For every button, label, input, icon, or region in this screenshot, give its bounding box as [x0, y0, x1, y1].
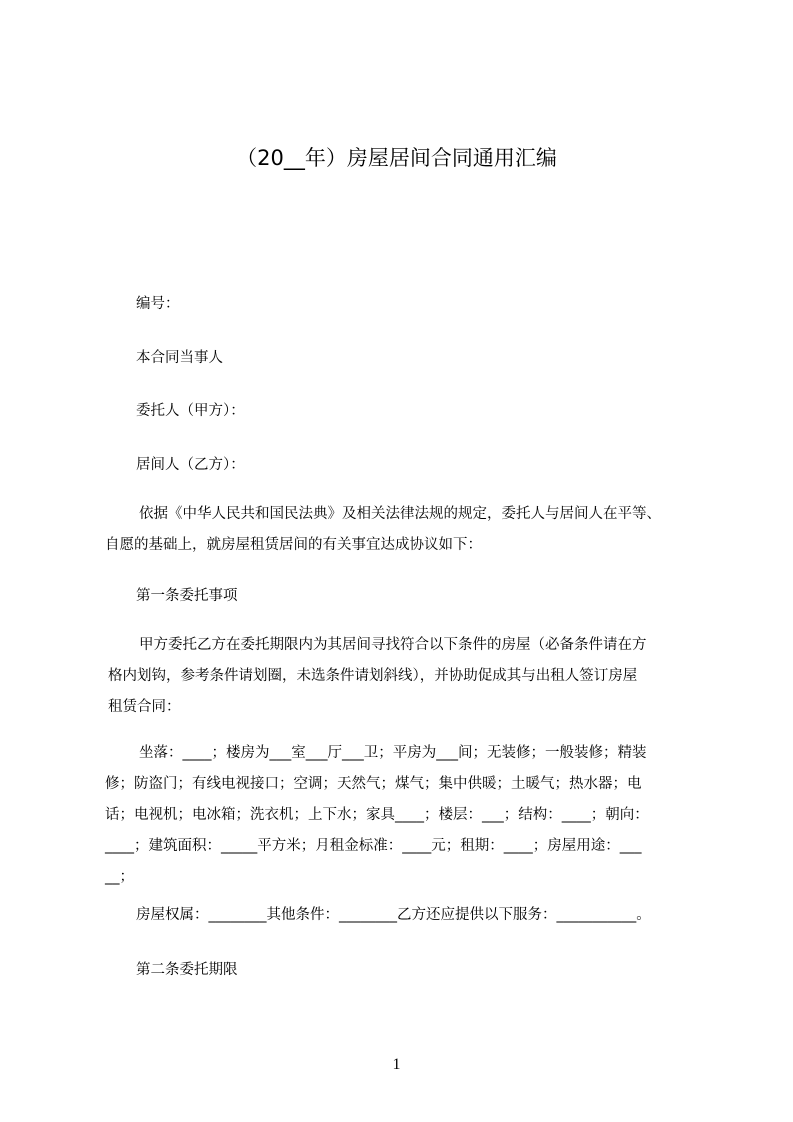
client-label: 委托人（甲方）：	[136, 403, 245, 419]
conditions-paragraph	[105, 738, 715, 893]
article-1-heading: 第一条委托事项	[136, 588, 238, 604]
article-2-heading: 第二条委托期限	[136, 962, 238, 978]
serial-number-label: 编号：	[136, 296, 180, 312]
agent-label: 居间人（乙方）：	[136, 457, 245, 473]
document-title: （20__年）房屋居间合同通用汇编	[236, 146, 557, 170]
conditions-line: __；	[105, 869, 134, 885]
article-1-line: 甲方委托乙方在委托期限内为其居间寻找符合以下条件的房屋（必备条件请在方	[139, 637, 647, 653]
ownership-line: 房屋权属：________其他条件：________乙方还应提供以下服务：___________。	[136, 907, 651, 923]
conditions-line: ____；建筑面积：_____平方米；月租金标准：____元；租期：____；房屋用途：___	[105, 838, 642, 854]
intro-line: 依据《中华人民共和国民法典》及相关法律法规的规定，委托人与居间人在平等、	[139, 506, 661, 522]
page-number: 1	[392, 1056, 401, 1073]
conditions-line: 话；电视机；电冰箱；洗衣机；上下水；家具____；楼层：___；结构：____；朝向：	[105, 807, 649, 823]
intro-paragraph	[105, 499, 715, 561]
parties-heading: 本合同当事人	[136, 350, 223, 366]
article-1-line: 租赁合同：	[108, 699, 181, 715]
article-1-line: 格内划钩，参考条件请划圈，未选条件请划斜线），并协助促成其与出租人签订房屋	[108, 668, 638, 684]
conditions-line: 坐落：____；楼房为___室___厅___卫；平房为___间；无装修；一般装修；精装	[139, 745, 647, 761]
conditions-line: 修；防盗门；有线电视接口；空调；天然气；煤气；集中供暖；土暖气；热水器；电	[105, 776, 642, 792]
article-1-paragraph	[105, 630, 715, 723]
intro-line: 自愿的基础上，就房屋租赁居间的有关事宜达成协议如下：	[105, 537, 482, 553]
